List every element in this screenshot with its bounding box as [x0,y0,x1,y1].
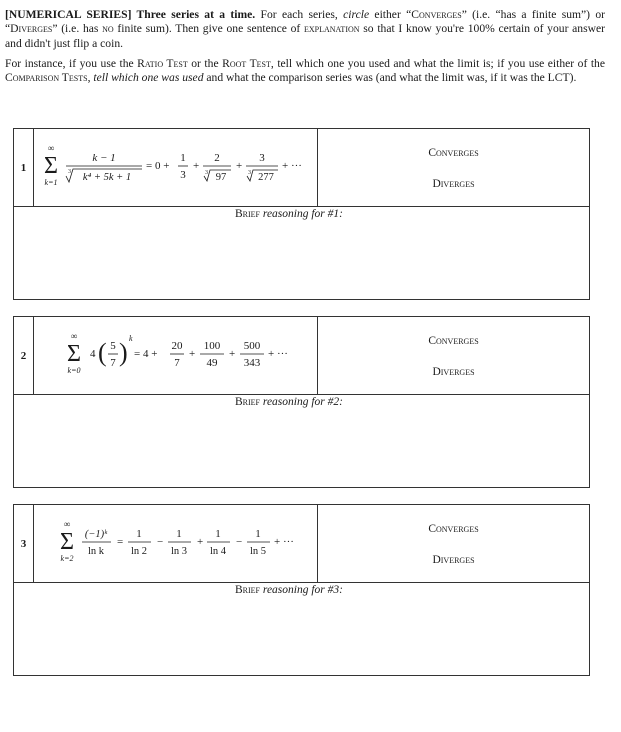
term-3-denominator: ln 4 [209,546,227,557]
text: , tell which one you used and what the limit is; if you use either of the [270,56,605,70]
sigma-symbol: Σ [60,529,74,555]
text: or the [187,56,223,70]
term-4-denominator: ln 5 [249,546,267,557]
text: tell which one was used [93,71,204,85]
answer-choices [318,317,589,394]
term-3-numerator: 1 [215,528,221,540]
series-formula-svg [34,317,318,395]
term-2-root-index: 3 [205,170,208,176]
problem-1-header-row [14,129,589,207]
text: Diverges [10,22,53,36]
instructions-paragraph-1 [5,8,605,51]
text: either “ [369,8,412,21]
fraction-numerator: k − 1 [92,152,116,164]
diverges-option[interactable]: Diverges [432,554,475,566]
reasoning-label [235,584,343,596]
term-2-denominator: 97 [215,172,227,183]
text: ” (i.e. “has a finite sum”) or “ [5,8,606,36]
text: finite sum). Then give one sentence of [113,22,304,36]
sum-upper-limit: ∞ [47,143,55,153]
text: For each series, [255,8,344,21]
term-2-denominator: 49 [206,357,218,369]
problem-2-header-row [14,317,589,395]
text: reasoning for #1: [262,208,343,220]
text: Converges [411,8,462,21]
series-formula-svg [34,505,318,583]
instructions [5,8,605,91]
sigma-symbol: Σ [67,341,81,367]
term-4-numerator: 1 [255,528,261,540]
problem-heading: [NUMERICAL SERIES] Three series at a time. [5,8,256,21]
sigma-symbol: Σ [44,153,58,179]
term-3-numerator: 3 [259,152,265,164]
term-3-root-index: 3 [248,170,251,176]
plus-sign: + [193,160,200,172]
term-1-numerator: 20 [171,340,183,352]
term-2-numerator: 1 [176,528,182,540]
fraction-denominator: k⁴ + 5k + 1 [82,172,132,183]
minus-sign: − [236,536,243,548]
reasoning-answer-area[interactable] [14,224,589,299]
converges-option[interactable]: Converges [428,523,479,535]
reasoning-answer-area[interactable] [14,412,589,487]
text: Ratio Test [137,56,188,70]
term-1-numerator: 1 [136,528,142,540]
problem-number: 3 [14,505,34,582]
answer-choices [318,129,589,206]
problem-2 [13,316,590,488]
series-tail: + ··· [268,348,288,360]
fraction-numerator: (−1)ᵏ [84,529,108,540]
plus-sign: + [236,160,243,172]
equals-term: = 0 + [146,160,170,172]
term-1-denominator: 3 [180,169,186,181]
coefficient: 4 [90,348,96,360]
text: Brief [235,208,261,220]
problem-number: 1 [14,129,34,206]
series-formula [34,129,318,206]
text: Comparison Tests [5,71,88,85]
term-1-denominator: 7 [174,357,180,369]
term-3-denominator: 277 [258,172,274,183]
text: and what the comparison series was (and what the limit was, if it was the LCT). [203,71,577,85]
text: ” (i.e. has [52,22,103,36]
series-tail: + ··· [282,160,302,172]
reasoning-label [235,208,343,220]
reasoning-label [235,396,343,408]
text: Root Test [222,56,271,70]
root-index: 3 [68,169,71,175]
series-formula-svg [34,129,318,207]
instructions-paragraph-2 [5,57,605,86]
sum-lower-limit: k=0 [67,366,81,375]
problem-3 [13,504,590,676]
converges-option[interactable]: Converges [428,147,479,159]
text: Brief [235,396,261,408]
term-1-numerator: 1 [180,152,186,164]
answer-choices [318,505,589,582]
converges-option[interactable]: Converges [428,335,479,347]
series-formula [34,317,318,394]
text: explanation [303,22,360,36]
diverges-option[interactable]: Diverges [432,178,475,190]
sum-upper-limit: ∞ [63,519,71,529]
equals-term: = [117,536,124,548]
base-numerator: 5 [110,340,116,352]
equals-term: = 4 + [134,348,158,360]
text: Brief [235,584,261,596]
problem-number: 2 [14,317,34,394]
diverges-option[interactable]: Diverges [432,366,475,378]
series-formula [34,505,318,582]
term-3-numerator: 500 [243,340,261,352]
text: reasoning for #2: [262,396,343,408]
problem-1 [13,128,590,300]
minus-sign: − [157,536,164,548]
text: reasoning for #3: [262,584,343,596]
plus-sign: + [197,536,204,548]
text: For instance, if you use the [5,56,138,70]
text: , [87,71,94,85]
text: circle [343,8,370,21]
left-paren: ( [98,338,107,367]
right-paren: ) [119,338,128,367]
term-2-numerator: 100 [203,340,221,352]
plus-sign: + [189,348,196,360]
sum-upper-limit: ∞ [70,331,78,341]
sum-lower-limit: k=2 [60,554,74,563]
base-denominator: 7 [110,357,116,369]
term-3-denominator: 343 [243,357,261,369]
exponent: k [129,334,133,343]
fraction-denominator: ln k [87,546,105,557]
term-1-denominator: ln 2 [130,546,148,557]
term-2-denominator: ln 3 [170,546,188,557]
text: no [102,22,114,36]
text: so that I know you're 100% certain of your answer and didn't just flip a coin. [5,22,605,50]
series-tail: + ··· [274,536,294,548]
term-2-numerator: 2 [214,152,220,164]
problem-3-header-row [14,505,589,583]
reasoning-answer-area[interactable] [14,600,589,675]
plus-sign: + [229,348,236,360]
sum-lower-limit: k=1 [44,178,58,187]
